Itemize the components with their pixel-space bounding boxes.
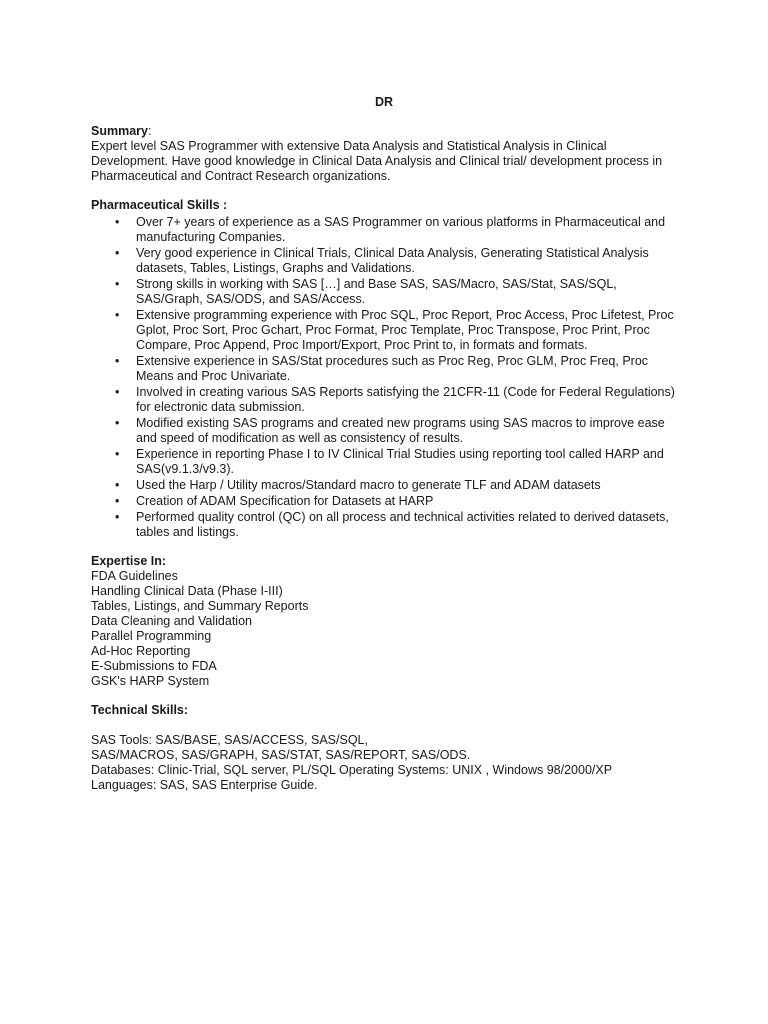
bullet-icon: • [115, 385, 120, 399]
list-item: Ad-Hoc Reporting [91, 644, 191, 658]
technical-skills-line: Languages: SAS, SAS Enterprise Guide. [91, 778, 318, 792]
list-item [91, 416, 681, 446]
document-content [91, 124, 691, 793]
list-item [91, 447, 681, 477]
list-item-text: Extensive programming experience with Proc SQL, Proc Report, Proc Access, Proc Lifetest, Proc Gplot, Proc Sort, Proc Gchart, Proc Format, Proc Template, Proc Transpose, Proc Print, Proc Compare, Proc Append, Proc Import/Export, Proc Print to, in formats and formats. [136, 308, 674, 352]
list-item: Parallel Programming [91, 629, 212, 643]
bullet-icon: • [115, 510, 120, 524]
summary-heading-row [91, 124, 691, 139]
bullet-icon: • [115, 478, 120, 492]
summary-heading-colon: : [147, 124, 152, 138]
list-item-text: Extensive experience in SAS/Stat procedures such as Proc Reg, Proc GLM, Proc Freq, Proc Means and Proc Univariate. [136, 354, 649, 383]
list-item-text: Over 7+ years of experience as a SAS Programmer on various platforms in Pharmaceutical and manufacturing Companies. [136, 215, 666, 244]
bullet-icon: • [115, 308, 120, 322]
list-item-text: Performed quality control (QC) on all process and technical activities related to derived datasets, tables and listings. [136, 510, 669, 539]
bullet-icon: • [115, 494, 120, 508]
list-item-text: Experience in reporting Phase I to IV Clinical Trial Studies using reporting tool called HARP and SAS(v9.1.3/v9.3). [136, 447, 664, 476]
summary-heading: Summary [91, 124, 148, 138]
list-item [91, 277, 681, 307]
list-item [91, 308, 681, 353]
bullet-icon: • [115, 215, 120, 229]
bullet-icon: • [115, 246, 120, 260]
list-item: GSK's HARP System [91, 674, 210, 688]
expertise-heading: Expertise In: [91, 554, 167, 568]
list-item: FDA Guidelines [91, 569, 178, 583]
list-item [91, 385, 681, 415]
technical-skills-line: SAS/MACROS, SAS/GRAPH, SAS/STAT, SAS/REPORT, SAS/ODS. [91, 748, 471, 762]
list-item-text: Modified existing SAS programs and created new programs using SAS macros to improve ease and speed of modification as well as consistency of results. [136, 416, 665, 445]
document-title: DR [374, 95, 394, 109]
list-item-text: Used the Harp / Utility macros/Standard macro to generate TLF and ADAM datasets [136, 478, 601, 492]
list-item-text: Creation of ADAM Specification for Datasets at HARP [136, 494, 434, 508]
bullet-icon: • [115, 354, 120, 368]
technical-skills-heading: Technical Skills: [91, 703, 189, 717]
pharma-skills-list [91, 215, 691, 540]
list-item-text: Involved in creating various SAS Reports satisfying the 21CFR-11 (Code for Federal Regulations) for electronic data submission. [136, 385, 675, 414]
bullet-icon: • [115, 447, 120, 461]
technical-skills-line: Databases: Clinic-Trial, SQL server, PL/SQL Operating Systems: UNIX , Windows 98/2000/XP [91, 763, 613, 777]
list-item: Tables, Listings, and Summary Reports [91, 599, 309, 613]
pharma-skills-heading: Pharmaceutical Skills : [91, 198, 228, 212]
list-item: E-Submissions to FDA [91, 659, 217, 673]
list-item [91, 246, 681, 276]
list-item [91, 215, 681, 245]
list-item-text: Very good experience in Clinical Trials, Clinical Data Analysis, Generating Statistical Analysis datasets, Tables, Listings, Graphs and Validations. [136, 246, 649, 275]
summary-text: Expert level SAS Programmer with extensive Data Analysis and Statistical Analysis in Clinical Development. Have good knowledge in Clinical Data Analysis and Clinical trial/ development process in Pharmaceutical and Contract Research organizations. [91, 139, 663, 183]
list-item: Handling Clinical Data (Phase I-III) [91, 584, 283, 598]
list-item [91, 494, 681, 509]
list-item [91, 354, 681, 384]
bullet-icon: • [115, 416, 120, 430]
technical-skills-lines [91, 733, 691, 793]
list-item [91, 510, 681, 540]
technical-skills-line: SAS Tools: SAS/BASE, SAS/ACCESS, SAS/SQL, [91, 733, 368, 747]
list-item [91, 478, 681, 493]
list-item-text: Strong skills in working with SAS […] and Base SAS, SAS/Macro, SAS/Stat, SAS/SQL, SAS/Graph, SAS/ODS, and SAS/Access. [136, 277, 617, 306]
bullet-icon: • [115, 277, 120, 291]
list-item: Data Cleaning and Validation [91, 614, 252, 628]
expertise-list [91, 569, 691, 689]
